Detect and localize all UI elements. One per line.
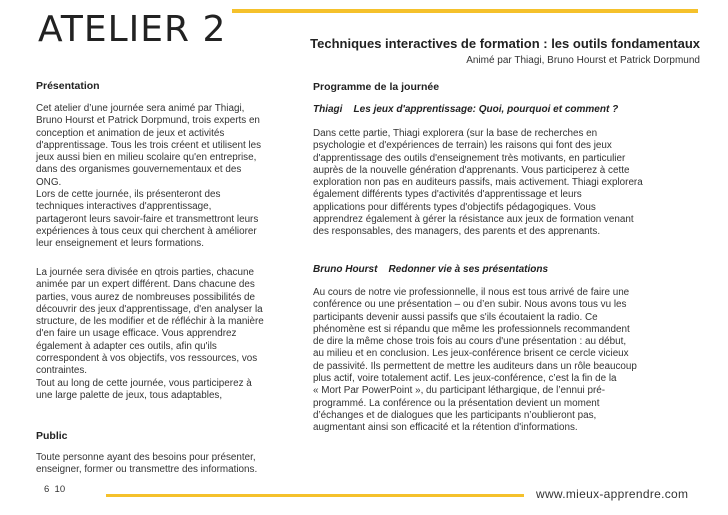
day-structure-text: La journée sera divisée en qtrois parties, chacune animée par un expert différent. Dans chacune des parties, vous aurez de nombreuses possibilités de découvrir des jeux d'apprentissage, d'en analyser la structure, de les modifier et de réfléchir à la manière d'en faire un usage efficace. Vous apprendrez également à adapter ces outils, afin qu'ils correspondent à vos objectifs, vos ressources, vos contraintes. Tout au long de cette journée, vous participerez à une large palette de jeux, tous adaptables, [36, 267, 264, 401]
atelier-title: ATELIER 2 [38, 9, 227, 50]
footer-accent-bar [106, 494, 524, 497]
bruno-session-text: Au cours de notre vie professionnelle, il nous est tous arrivé de faire une conférence ou une présentation – ou d’en subir. Nous avons tous vu les participants devenir aussi passifs que s'ils écoutaient la radio. Ce phénomène est si répandu que même les professionnels recommandent de dire la même chose trois fois au cours d'une présentation : au début, au milieu et en conclusion. Les jeux-conférence brisent ce cercle vicieux de passivité. Ils permettent de mettre les auditeurs dans un rôle beaucoup plus actif, voire totalement actif. Les jeux-conférence, c’est la fin de la « Mort Par PowerPoint », du participant léthargique, de l’ennui pré- programmé. La conférence ou la présentation devient un moment d’échanges et de dialogues que les participants n’oublieront pas, augmentant ainsi son efficacité et la rétention d'informations. [313, 287, 637, 434]
programme-heading: Programme de la journée [313, 81, 440, 93]
header-accent-bar [232, 9, 698, 13]
page-subtitle: Techniques interactives de formation : les outils fondamentaux [310, 36, 700, 51]
page-number: 6 10 [44, 484, 66, 495]
website-link[interactable]: www.mieux-apprendre.com [536, 487, 689, 501]
authors-line: Animé par Thiagi, Bruno Hourst et Patrick Dorpmund [466, 55, 700, 66]
public-text: Toute personne ayant des besoins pour présenter, enseigner, former ou transmettre des informations. [36, 452, 258, 476]
presentation-heading: Présentation [36, 80, 100, 92]
thiagi-session-heading: Thiagi Les jeux d'apprentissage: Quoi, pourquoi et comment ? [313, 104, 619, 115]
thiagi-session-text: Dans cette partie, Thiagi explorera (sur la base de recherches en psychologie et d'expériences de terrain) les raisons qui font des jeux d'apprentissage des outils d'enseignement très motivants, en particulier auprès de la nouvelle génération d'apprenants. Vous participerez à cette exploration non pas en auditeurs passifs, mais activement. Thiagi explorera également différents types d'activités d'apprentissage et leurs applications pour différents types d'objectifs pédagogiques. Vous apprendrez également à gérer la résistance aux jeux de formation venant des responsables, des managers, des parents et des apprenants. [313, 128, 643, 238]
presentation-text: Cet atelier d’une journée sera animé par Thiagi, Bruno Hourst et Patrick Dorpmund, trois experts en conception et animation de jeux et activités d'apprentissage. Tous les trois créent et utilisent les jeux aussi bien en milieu scolaire qu'en entreprise, dans des organismes gouvernementaux et des ONG. Lors de cette journée, ils présenteront des techniques interactives d'apprentissage, partageront leurs savoir-faire et transmettront leurs expériences à tous ceux qui cherchent à améliorer leur enseignement et leurs formations. [36, 103, 262, 250]
bruno-session-heading: Bruno Hourst Redonner vie à ses présentations [313, 264, 549, 275]
public-heading: Public [36, 430, 68, 442]
